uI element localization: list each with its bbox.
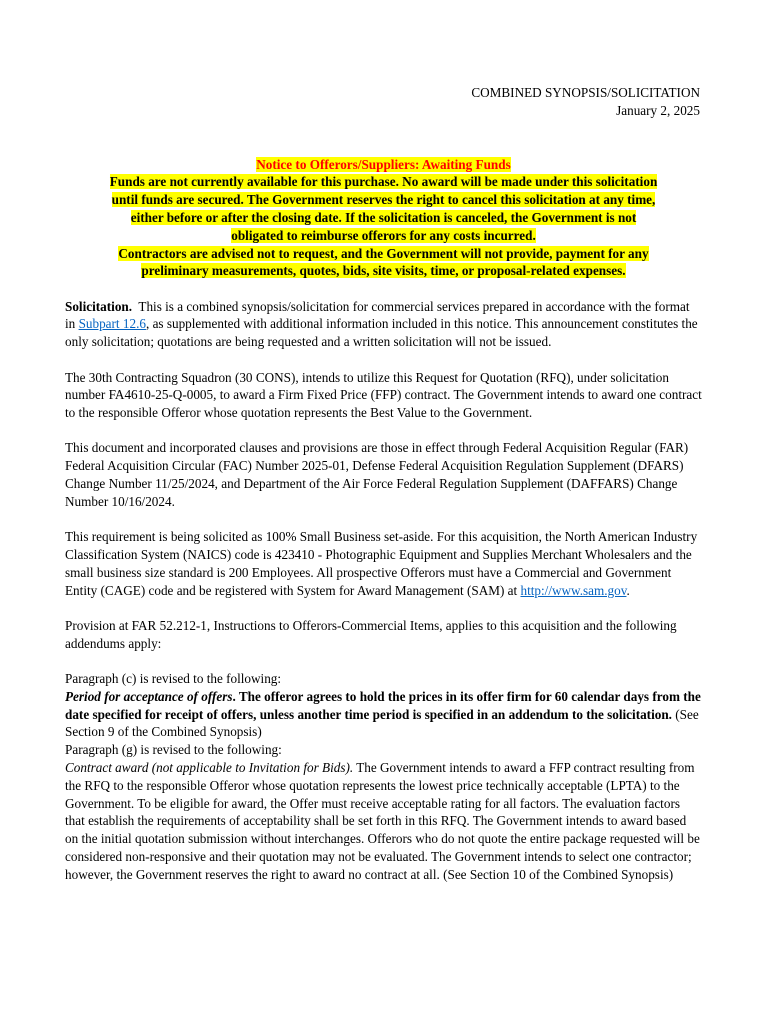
provision-paragraph	[65, 617, 702, 653]
small-business-text-end: .	[626, 582, 630, 598]
paragraph-c-reference: (See Section 9 of the Combined Synopsis)	[65, 706, 699, 740]
rfq-text: The 30th Contracting Squadron (30 CONS), intends to utilize this Request for Quotation (RFQ), under solicitation number FA4610-25-Q-0005, to award a Firm Fixed Price (FFP) contract. The Government intends to award one contract to the responsible Offeror whose quotation represents the Best Value to the Government.	[65, 369, 702, 421]
solicitation-text-continued: , as supplemented with additional information included in this notice. This announcement constitutes the only solicitation; quotations are being requested and a written solicitation will not be issued.	[65, 316, 698, 350]
addenda-section	[65, 670, 702, 884]
solicitation-text: This is a combined synopsis/solicitation for commercial services prepared in accordance with the format in	[65, 298, 690, 332]
sam-link[interactable]: http://www.sam.gov	[520, 582, 627, 598]
paragraph-g-heading: Paragraph (g) is revised to the following:	[65, 742, 282, 758]
notice-line: Funds are not currently available for this purchase. No award will be made under this solicitation	[109, 174, 658, 190]
small-business-paragraph	[65, 528, 702, 599]
document-title: COMBINED SYNOPSIS/SOLICITATION	[471, 85, 700, 100]
notice-line: obligated to reimburse offerors for any costs incurred.	[231, 227, 536, 243]
far-paragraph	[65, 439, 702, 510]
paragraph-c-heading: Paragraph (c) is revised to the following:	[65, 670, 282, 686]
notice-title: Notice to Offerors/Suppliers: Awaiting Funds	[256, 156, 511, 172]
small-business-text: This requirement is being solicited as 100% Small Business set-aside. For this acquisition, the North American Industry Classification System (NAICS) code is 423410 - Photographic Equipment and Supplies Merchant Wholesalers and the small business size standard is 200 Employees. All prospective Offerors must have a Commercial and Government Entity (CAGE) code and be registered with System for Award Management (SAM) at	[65, 529, 698, 598]
paragraph-g-italic-title: Contract award (not applicable to Invitation for Bids).	[65, 759, 354, 775]
notice-line: until funds are secured. The Government reserves the right to cancel this solicitation at any time,	[111, 192, 656, 208]
notice-line: either before or after the closing date. If the solicitation is canceled, the Government is not	[130, 209, 637, 225]
paragraph-c-body	[65, 688, 702, 741]
paragraph-c-bold-text: . The offeror agrees to hold the prices in its offer firm for 60 calendar days from the date specified for receipt of offers, unless another time period is specified in an addendum to the solicitation.	[65, 688, 701, 722]
funding-notice	[65, 156, 702, 281]
provision-text: Provision at FAR 52.212-1, Instructions to Offerors-Commercial Items, applies to this acquisition and the following addendums apply:	[65, 617, 677, 651]
rfq-paragraph	[65, 369, 702, 422]
notice-line: preliminary measurements, quotes, bids, site visits, time, or proposal-related expenses.	[141, 263, 626, 279]
subpart-link[interactable]: Subpart 12.6	[78, 316, 146, 332]
solicitation-paragraph	[65, 298, 702, 351]
paragraph-c-italic-title: Period for acceptance of offers	[65, 688, 233, 704]
paragraph-g-text: The Government intends to award a FFP contract resulting from the RFQ to the responsible Offeror whose quotation represents the lowest price technically acceptable (LPTA) to the Government. To be eligible for award, the Offer must receive acceptable rating for all factors. The evaluation factors that establish the requirements of acceptability shall be set forth in this RFQ. The Government intends to award based on the initial quotation submission without interchanges. Offerors who do not quote the entire package requested will be considered non-responsive and their quotation may not be evaluated. The Government intends to select one contractor; however, the Government reserves the right to award no contract at all. (See Section 10 of the Combined Synopsis)	[65, 759, 700, 882]
notice-line: Contractors are advised not to request, and the Government will not provide, payment for any	[118, 245, 649, 261]
document-header	[65, 84, 700, 120]
solicitation-label: Solicitation.	[65, 298, 133, 314]
paragraph-g-body	[65, 759, 702, 884]
far-text: This document and incorporated clauses and provisions are those in effect through Federal Acquisition Regular (FAR) Federal Acquisition Circular (FAC) Number 2025-01, Defense Federal Acquisition Regulation Supplement (DFARS) Change Number 11/25/2024, and Department of the Air Force Federal Regulation Supplement (DAFFARS) Change Number 10/16/2024.	[65, 440, 689, 509]
document-date: January 2, 2025	[616, 102, 700, 118]
